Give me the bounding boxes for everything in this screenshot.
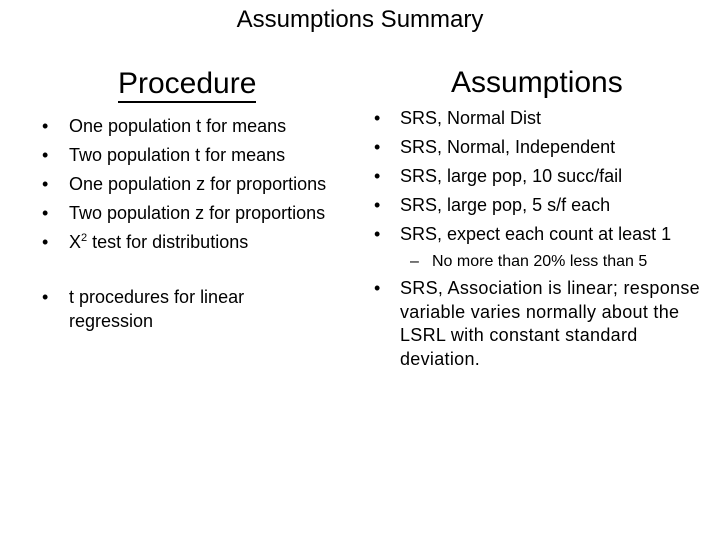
procedure-item-text: One population z for proportions bbox=[69, 174, 327, 194]
bullet-icon: • bbox=[42, 232, 49, 252]
bullet-icon: • bbox=[42, 174, 49, 194]
regression-assumption-text: SRS, Association is linear; response variable varies normally about the LSRL with constant standard deviation. bbox=[400, 278, 700, 369]
procedure-item bbox=[42, 141, 326, 170]
assumption-item-text: SRS, expect each count at least 1 bbox=[400, 224, 672, 244]
bullet-icon: • bbox=[374, 108, 381, 128]
procedure-item bbox=[42, 112, 326, 141]
assumption-item-text: SRS, Normal Dist bbox=[400, 108, 542, 128]
chi-square-superscript: 2 bbox=[81, 232, 88, 244]
bullet-icon: • bbox=[374, 195, 381, 215]
assumption-item bbox=[374, 162, 671, 191]
procedure-item-text: One population t for means bbox=[69, 116, 287, 136]
bullet-icon: • bbox=[374, 137, 381, 157]
procedure-item bbox=[42, 199, 326, 228]
bullet-icon: • bbox=[42, 116, 49, 136]
assumption-item bbox=[374, 220, 671, 249]
sub-assumption-text: No more than 20% less than 5 bbox=[432, 253, 648, 270]
bullet-icon: • bbox=[374, 166, 381, 186]
assumption-item-text: SRS, large pop, 10 succ/fail bbox=[400, 166, 623, 186]
procedure-item-chi-square bbox=[42, 228, 326, 257]
bullet-icon: • bbox=[42, 203, 49, 223]
dash-icon: – bbox=[410, 253, 419, 270]
sub-assumption bbox=[410, 252, 647, 272]
procedure-list bbox=[42, 112, 326, 257]
assumption-list bbox=[374, 104, 671, 249]
slide-title: Assumptions Summary bbox=[236, 6, 484, 33]
assumption-item-text: SRS, Normal, Independent bbox=[400, 137, 616, 157]
procedure-item-text: Two population t for means bbox=[69, 145, 286, 165]
procedure-heading: Procedure bbox=[118, 68, 256, 103]
assumptions-heading: Assumptions bbox=[451, 66, 623, 99]
bullet-icon: • bbox=[42, 145, 49, 165]
chi-square-letter: X bbox=[69, 232, 82, 252]
bullet-icon: • bbox=[374, 278, 381, 298]
assumption-item-text: SRS, large pop, 5 s/f each bbox=[400, 195, 611, 215]
bullet-icon: • bbox=[42, 287, 49, 307]
assumption-item bbox=[374, 191, 671, 220]
regression-procedure-text: t procedures for linear regression bbox=[69, 287, 245, 331]
bullet-icon: • bbox=[374, 224, 381, 244]
procedure-item-text: Two population z for proportions bbox=[69, 203, 326, 223]
assumption-item bbox=[374, 104, 671, 133]
chi-square-text: test for distributions bbox=[87, 232, 249, 252]
assumption-item bbox=[374, 133, 671, 162]
procedure-item bbox=[42, 170, 326, 199]
